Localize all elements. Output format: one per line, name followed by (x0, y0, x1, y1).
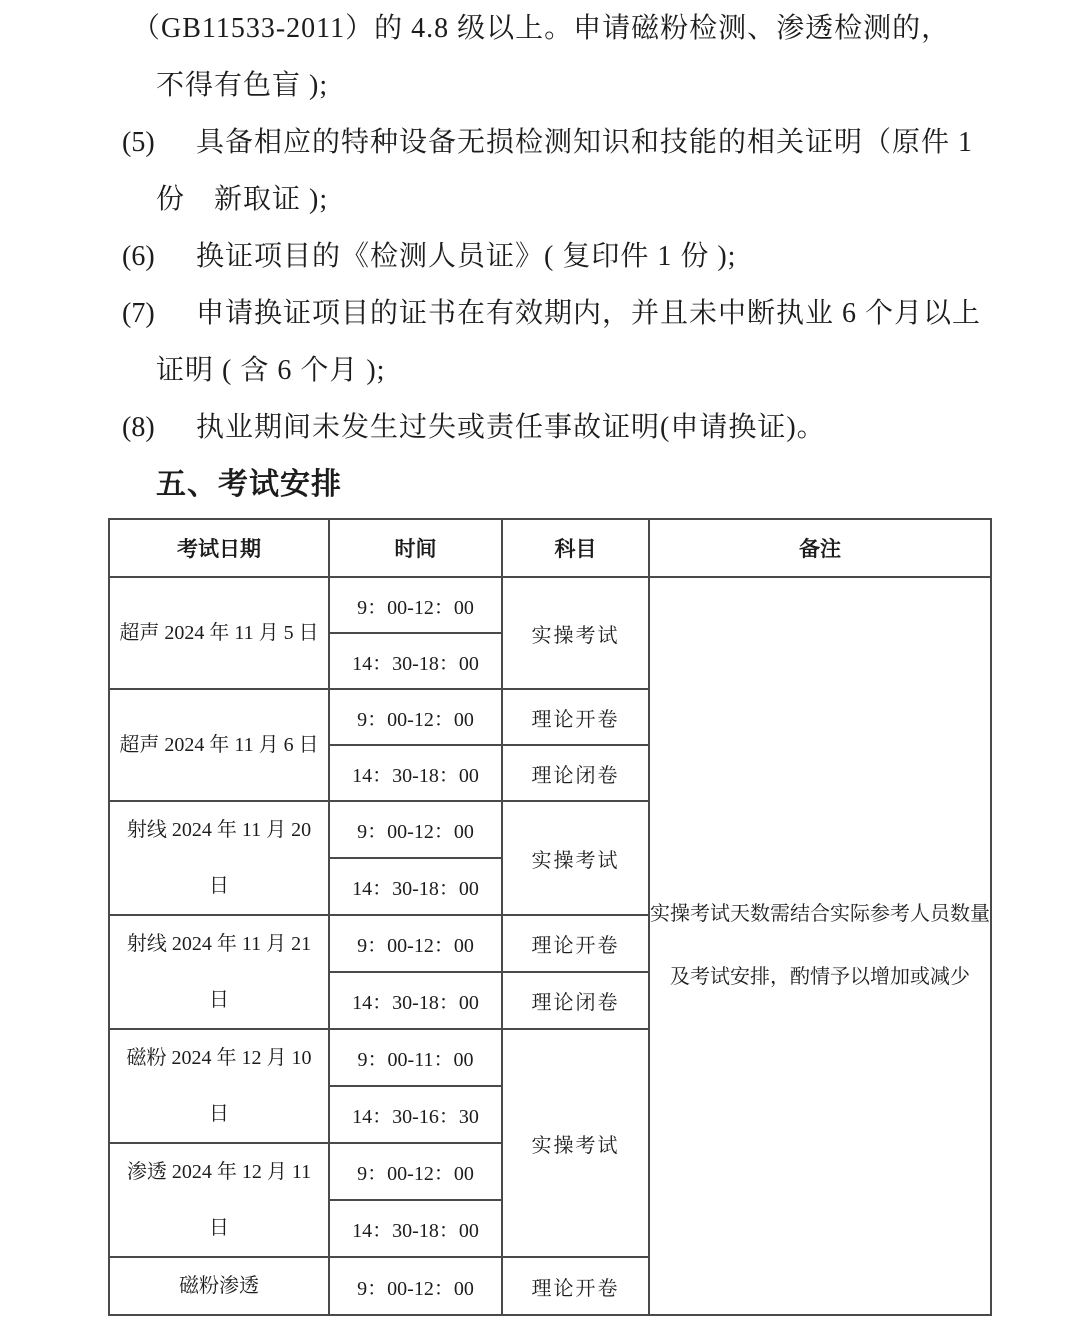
time-cell: 9：00-12：00 (329, 689, 502, 745)
list-item-5 (0, 114, 1088, 171)
time-cell: 14：30-18：00 (329, 1200, 502, 1257)
paragraph-line: 不得有色盲 ); (156, 70, 329, 101)
subject-cell: 理论开卷 (502, 689, 649, 745)
time-cell: 14：30-16：30 (329, 1086, 502, 1143)
paragraph-line: （GB11533-2011）的 4.8 级以上。申请磁粉检测、渗透检测的， (132, 13, 951, 44)
subject-cell: 理论闭卷 (502, 972, 649, 1029)
time-cell: 9：00-12：00 (329, 1143, 502, 1200)
time-cell: 9：00-12：00 (329, 577, 502, 633)
list-item-text: 执业期间未发生过失或责任事故证明(申请换证)。 (196, 412, 826, 443)
list-item-8 (0, 399, 1088, 456)
exam-date-line: 日 (209, 989, 229, 1011)
exam-date-line: 日 (209, 1217, 229, 1239)
col-header-subject: 科目 (502, 519, 649, 577)
subject-cell: 实操考试 (502, 577, 649, 689)
time-cell: 9：00-12：00 (329, 801, 502, 858)
exam-date-cell (109, 577, 329, 689)
list-item-text: 具备相应的特种设备无损检测知识和技能的相关证明（原件 1 (196, 127, 974, 158)
time-cell: 14：30-18：00 (329, 633, 502, 689)
col-header-remark: 备注 (649, 519, 991, 577)
section-heading: 五、考试安排 (156, 468, 342, 501)
list-item-number: (8) (122, 412, 155, 443)
subject-cell: 实操考试 (502, 801, 649, 915)
table-row (109, 577, 991, 633)
subject-cell: 理论闭卷 (502, 745, 649, 801)
exam-date-line: 渗透 2024 年 12 月 11 (126, 1161, 312, 1183)
subject-cell: 实操考试 (502, 1029, 649, 1257)
exam-date-line: 磁粉渗透 (179, 1275, 259, 1297)
exam-date-cell (109, 1257, 329, 1315)
exam-date-line: 日 (209, 1103, 229, 1125)
list-item-7 (0, 285, 1088, 342)
time-cell: 14：30-18：00 (329, 972, 502, 1029)
exam-date-line: 射线 2024 年 11 月 21 (126, 933, 312, 955)
exam-date-line: 日 (209, 875, 229, 897)
exam-schedule-table (108, 518, 992, 1316)
subject-cell: 理论开卷 (502, 915, 649, 972)
exam-date-cell (109, 1029, 329, 1143)
time-cell: 14：30-18：00 (329, 745, 502, 801)
col-header-exam-date: 考试日期 (109, 519, 329, 577)
time-cell: 9：00-12：00 (329, 1257, 502, 1315)
table-header-row (109, 519, 991, 577)
exam-date-line: 射线 2024 年 11 月 20 (126, 819, 312, 841)
time-cell: 9：00-12：00 (329, 915, 502, 972)
list-item-text: 换证项目的《检测人员证》( 复印件 1 份 ); (196, 241, 737, 272)
exam-date-line: 磁粉 2024 年 12 月 10 (126, 1047, 312, 1069)
list-item-6 (0, 228, 1088, 285)
list-item-text: 申请换证项目的证书在有效期内，并且未中断执业 6 个月以上 (196, 298, 982, 329)
list-item-number: (6) (122, 241, 155, 272)
exam-date-line: 超声 2024 年 11 月 5 日 (119, 622, 319, 644)
paragraph-line: 证明 ( 含 6 个月 ); (156, 355, 386, 386)
list-item-number: (5) (122, 127, 155, 158)
list-item-number: (7) (122, 298, 155, 329)
remark-cell: 实操考试天数需结合实际参考人员数量及考试安排，酌情予以增加或减少 (649, 577, 991, 1315)
time-cell: 9：00-11：00 (329, 1029, 502, 1086)
exam-date-cell (109, 689, 329, 801)
exam-date-line: 超声 2024 年 11 月 6 日 (119, 734, 319, 756)
paragraph-line: 份 新取证 ); (156, 184, 329, 215)
exam-date-cell (109, 801, 329, 915)
exam-date-cell (109, 1143, 329, 1257)
subject-cell: 理论开卷 (502, 1257, 649, 1315)
col-header-time: 时间 (329, 519, 502, 577)
time-cell: 14：30-18：00 (329, 858, 502, 915)
exam-date-cell (109, 915, 329, 1029)
